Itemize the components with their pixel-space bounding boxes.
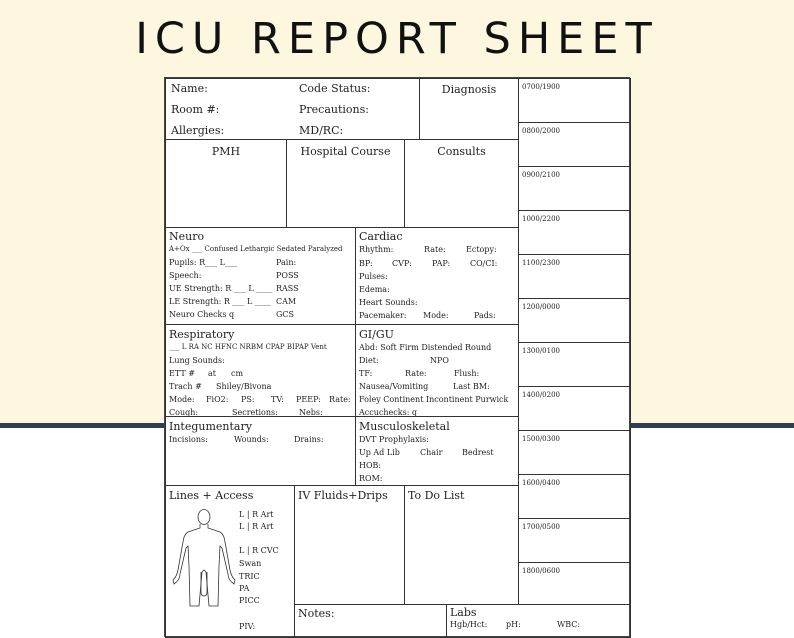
consults-label: Consults — [437, 145, 486, 158]
neuro-pain: Pain: — [276, 258, 297, 267]
musculoskeletal-box — [355, 416, 519, 486]
time-label-8: 1400/0200 — [522, 391, 560, 399]
labs-hgb: Hgb/Hct: — [450, 620, 488, 629]
respiratory-cough: Cough: — [169, 408, 199, 417]
time-slot-9 — [518, 430, 631, 475]
cardiac-bp: BP: — [359, 259, 373, 268]
lines-item-7: PICC — [239, 596, 260, 605]
gigu-flush: Flush: — [454, 369, 480, 378]
pmh-box — [165, 139, 287, 228]
respiratory-secretions: Secretions: — [232, 408, 278, 417]
respiratory-peep: PEEP: — [296, 395, 321, 404]
time-slot-2 — [518, 122, 631, 167]
room-label: Room #: — [171, 103, 220, 116]
gigu-nausea: Nausea/Vomiting — [359, 382, 429, 391]
gigu-box — [355, 324, 519, 417]
respiratory-ps: PS: — [241, 395, 255, 404]
cardiac-pap: PAP: — [432, 259, 451, 268]
integumentary-box — [165, 416, 356, 486]
neuro-cam: CAM — [276, 297, 297, 306]
cardiac-pulses: Pulses: — [359, 272, 388, 281]
respiratory-fio2: FiO2: — [206, 395, 229, 404]
cardiac-rate: Rate: — [424, 245, 446, 254]
time-slot-3 — [518, 166, 631, 211]
gigu-title: GI/GU — [359, 328, 394, 341]
lines-item-6: PA — [239, 584, 250, 593]
iv-fluids-box — [294, 485, 405, 605]
gigu-rate: Rate: — [405, 369, 427, 378]
gigu-last-bm: Last BM: — [453, 382, 490, 391]
time-label-12: 1800/0600 — [522, 567, 560, 575]
neuro-gcs: GCS — [276, 310, 294, 319]
time-label-7: 1300/0100 — [522, 347, 560, 355]
allergies-label: Allergies: — [171, 124, 225, 137]
notes-title: Notes: — [298, 607, 335, 620]
neuro-title: Neuro — [169, 230, 205, 243]
time-slot-11 — [518, 518, 631, 563]
cardiac-pads: Pads: — [474, 311, 496, 320]
hospital-course-label: Hospital Course — [300, 145, 391, 158]
report-sheet — [164, 77, 630, 637]
time-label-9: 1500/0300 — [522, 435, 560, 443]
time-slot-8 — [518, 386, 631, 431]
lines-item-5: TRIC — [239, 572, 260, 581]
neuro-pupils: Pupils: R___ L___ — [169, 258, 237, 267]
integumentary-incisions: Incisions: — [169, 435, 208, 444]
cardiac-heart-sounds: Heart Sounds: — [359, 298, 418, 307]
cardiac-ectopy: Ectopy: — [466, 245, 497, 254]
musculoskeletal-hob: HOB: — [359, 461, 382, 470]
musculoskeletal-title: Musculoskeletal — [359, 420, 450, 433]
neuro-ue-strength: UE Strength: R ___ L ____ — [169, 284, 273, 293]
consults-box — [404, 139, 519, 228]
time-label-4: 1000/2200 — [522, 215, 560, 223]
respiratory-box — [165, 324, 356, 417]
neuro-box — [165, 227, 356, 325]
respiratory-ett-at: at — [208, 369, 216, 378]
integumentary-wounds: Wounds: — [234, 435, 269, 444]
integumentary-title: Integumentary — [169, 420, 252, 433]
time-slot-5 — [518, 254, 631, 299]
precautions-label: Precautions: — [299, 103, 369, 116]
time-label-10: 1600/0400 — [522, 479, 560, 487]
pmh-label: PMH — [211, 145, 241, 158]
todo-box — [404, 485, 519, 605]
musculoskeletal-rom: ROM: — [359, 474, 383, 483]
respiratory-ett-cm: cm — [231, 369, 244, 378]
gigu-tf: TF: — [359, 369, 373, 378]
respiratory-oxygen: ___ L RA NC HFNC NRBM CPAP BIPAP Vent — [169, 343, 327, 351]
neuro-speech: Speech: — [169, 271, 202, 280]
time-slot-7 — [518, 342, 631, 387]
page-title: ICU REPORT SHEET — [135, 14, 659, 64]
time-slot-6 — [518, 298, 631, 343]
respiratory-lung-sounds: Lung Sounds: — [169, 356, 225, 365]
respiratory-shiley: Shiley/Bivona — [216, 382, 272, 391]
gigu-abd: Abd: Soft Firm Distended Round — [359, 343, 492, 352]
lines-item-4: Swan — [239, 559, 262, 568]
gigu-accuchecks: Accuchecks: q ____ — [359, 408, 436, 417]
musculoskeletal-chair: Chair — [420, 448, 443, 457]
respiratory-nebs: Nebs: — [299, 408, 323, 417]
notes-box — [294, 604, 447, 638]
diagnosis-box — [419, 78, 519, 140]
musculoskeletal-up-ad-lib: Up Ad Lib — [359, 448, 400, 457]
respiratory-trach: Trach # — [169, 382, 202, 391]
name-label: Name: — [171, 82, 208, 95]
respiratory-mode: Mode: — [169, 395, 195, 404]
gigu-diet: Diet: — [359, 356, 379, 365]
time-label-11: 1700/0500 — [522, 523, 560, 531]
integumentary-drains: Drains: — [294, 435, 324, 444]
body-outline-icon — [168, 508, 240, 608]
lines-item-2: L | R Art — [239, 522, 274, 531]
respiratory-tv: TV: — [271, 395, 285, 404]
cardiac-co-ci: CO/CI: — [470, 259, 498, 268]
time-slot-10 — [518, 474, 631, 519]
labs-title: Labs — [450, 606, 477, 619]
time-label-2: 0800/2000 — [522, 127, 560, 135]
lines-item-1: L | R Art — [239, 510, 274, 519]
md-rc-label: MD/RC: — [299, 124, 344, 137]
cardiac-rhythm: Rhythm: — [359, 245, 394, 254]
time-slot-12 — [518, 562, 631, 605]
patient-info-box — [165, 78, 420, 140]
labs-ph: pH: — [506, 620, 521, 629]
lines-access-box — [165, 485, 295, 638]
cardiac-edema: Edema: — [359, 285, 390, 294]
time-label-3: 0900/2100 — [522, 171, 560, 179]
code-status-label: Code Status: — [299, 82, 371, 95]
neuro-checks: Neuro Checks q — [169, 310, 235, 319]
labs-wbc: WBC: — [557, 620, 581, 629]
gigu-foley: Foley Continent Incontinent Purwick — [359, 395, 509, 404]
cardiac-mode: Mode: — [423, 311, 449, 320]
todo-title: To Do List — [408, 489, 465, 502]
time-label-5: 1100/2300 — [522, 259, 560, 267]
cardiac-pacemaker: Pacemaker: — [359, 311, 407, 320]
respiratory-rate: Rate: — [329, 395, 351, 404]
respiratory-title: Respiratory — [169, 328, 235, 341]
time-label-6: 1200/0000 — [522, 303, 560, 311]
diagnosis-label: Diagnosis — [441, 83, 497, 96]
neuro-rass: RASS — [276, 284, 299, 293]
lines-title: Lines + Access — [169, 489, 254, 502]
respiratory-ett: ETT # — [169, 369, 195, 378]
musculoskeletal-bedrest: Bedrest — [462, 448, 494, 457]
lines-item-3: L | R CVC — [239, 546, 279, 555]
cardiac-cvp: CVP: — [392, 259, 412, 268]
musculoskeletal-dvt: DVT Prophylaxis: — [359, 435, 429, 444]
iv-fluids-title: IV Fluids+Drips — [298, 489, 388, 502]
neuro-orientation: A+Ox ___ Confused Lethargic Sedated Paralyzed — [169, 245, 343, 253]
gigu-npo: NPO — [430, 356, 449, 365]
labs-box — [446, 604, 631, 638]
neuro-poss: POSS — [276, 271, 299, 280]
cardiac-box — [355, 227, 519, 325]
time-slot-1 — [518, 78, 631, 123]
cardiac-title: Cardiac — [359, 230, 403, 243]
hospital-course-box — [286, 139, 405, 228]
lines-piv: PIV: — [239, 622, 256, 631]
neuro-le-strength: LE Strength: R ___ L ____ — [169, 297, 271, 306]
time-slot-4 — [518, 210, 631, 255]
time-label-1: 0700/1900 — [522, 83, 560, 91]
